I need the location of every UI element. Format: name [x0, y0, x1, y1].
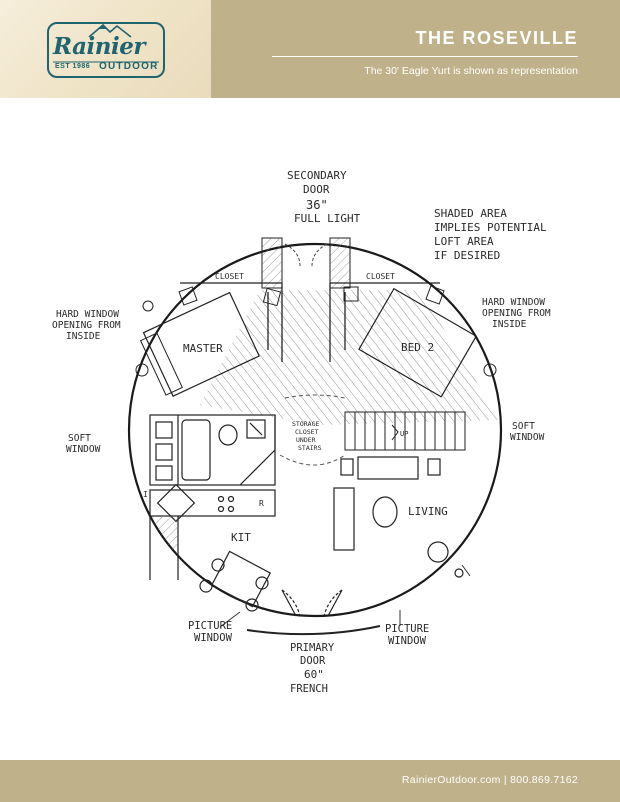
rainier-outdoor-logo[interactable] — [47, 21, 165, 79]
page-subtitle: The 30' Eagle Yurt is shown as representation — [364, 65, 578, 77]
picture-window-right-1: PICTURE — [385, 623, 430, 635]
kitchen-counter-hatch — [128, 516, 178, 586]
hard-window-left-3: INSIDE — [66, 331, 101, 342]
logo-script-text: Rainier — [53, 33, 145, 60]
picture-window-left-2: WINDOW — [194, 632, 232, 644]
primary-door — [247, 590, 380, 634]
footer-contact[interactable]: RainierOutdoor.com | 800.869.7162 — [401, 774, 578, 786]
stairs-up-label: UP — [400, 430, 409, 438]
pantry-label: I — [143, 490, 148, 499]
bathroom-fixtures — [150, 415, 275, 485]
logo-panel — [0, 0, 211, 98]
closet-right-label: CLOSET — [366, 272, 395, 281]
hard-window-left-2: OPENING FROM — [52, 320, 121, 331]
storage-label-4: STAIRS — [298, 444, 322, 452]
page-title: THE ROSEVILLE — [415, 28, 578, 48]
shaded-note-1: SHADED AREA — [434, 207, 507, 220]
shaded-note-4: IF DESIRED — [434, 249, 501, 262]
storage-label-1: STORAGE — [292, 420, 320, 428]
secondary-door-opening — [262, 238, 350, 288]
soft-window-right-1: SOFT — [512, 421, 535, 432]
living-label: LIVING — [408, 505, 448, 518]
closet-left-label: CLOSET — [215, 272, 244, 281]
secondary-door-label-3: 36" — [306, 198, 328, 212]
shaded-note-2: IMPLIES POTENTIAL — [434, 221, 547, 234]
picture-window-right-2: WINDOW — [388, 635, 426, 647]
secondary-door-label-4: FULL LIGHT — [294, 212, 361, 225]
primary-door-label-3: 60" — [304, 668, 324, 681]
secondary-door-label-1: SECONDARY — [287, 169, 347, 182]
logo-outdoor: OUTDOOR — [99, 61, 159, 72]
master-label: MASTER — [183, 342, 223, 355]
hard-window-right-1: HARD WINDOW — [482, 297, 545, 308]
storage-label-2: CLOSET — [295, 428, 319, 436]
primary-door-label-4: FRENCH — [290, 683, 328, 695]
logo-established: EST 1986 — [55, 63, 91, 70]
bed2-label: BED 2 — [401, 341, 435, 354]
soft-window-left-2: WINDOW — [66, 444, 101, 455]
primary-door-label-2: DOOR — [300, 655, 326, 667]
floor-plan-sketch — [0, 140, 620, 700]
storage-label-3: UNDER — [296, 436, 316, 444]
header-band — [0, 0, 620, 98]
picture-window-left-1: PICTURE — [188, 620, 233, 632]
shaded-note-3: LOFT AREA — [434, 235, 494, 248]
soft-window-left-1: SOFT — [68, 433, 91, 444]
range-label: R — [259, 499, 264, 508]
hard-window-right-2: OPENING FROM — [482, 308, 551, 319]
dining-table — [200, 551, 270, 611]
secondary-door-label-2: DOOR — [303, 183, 330, 196]
hard-window-right-3: INSIDE — [492, 319, 527, 330]
primary-door-label-1: PRIMARY — [290, 642, 335, 654]
soft-window-right-2: WINDOW — [510, 432, 545, 443]
loft-shaded-area — [200, 290, 500, 425]
hard-window-left-1: HARD WINDOW — [56, 309, 119, 320]
footer-band — [0, 760, 620, 802]
title-divider — [272, 56, 578, 57]
kitchen-label: KIT — [231, 531, 251, 544]
